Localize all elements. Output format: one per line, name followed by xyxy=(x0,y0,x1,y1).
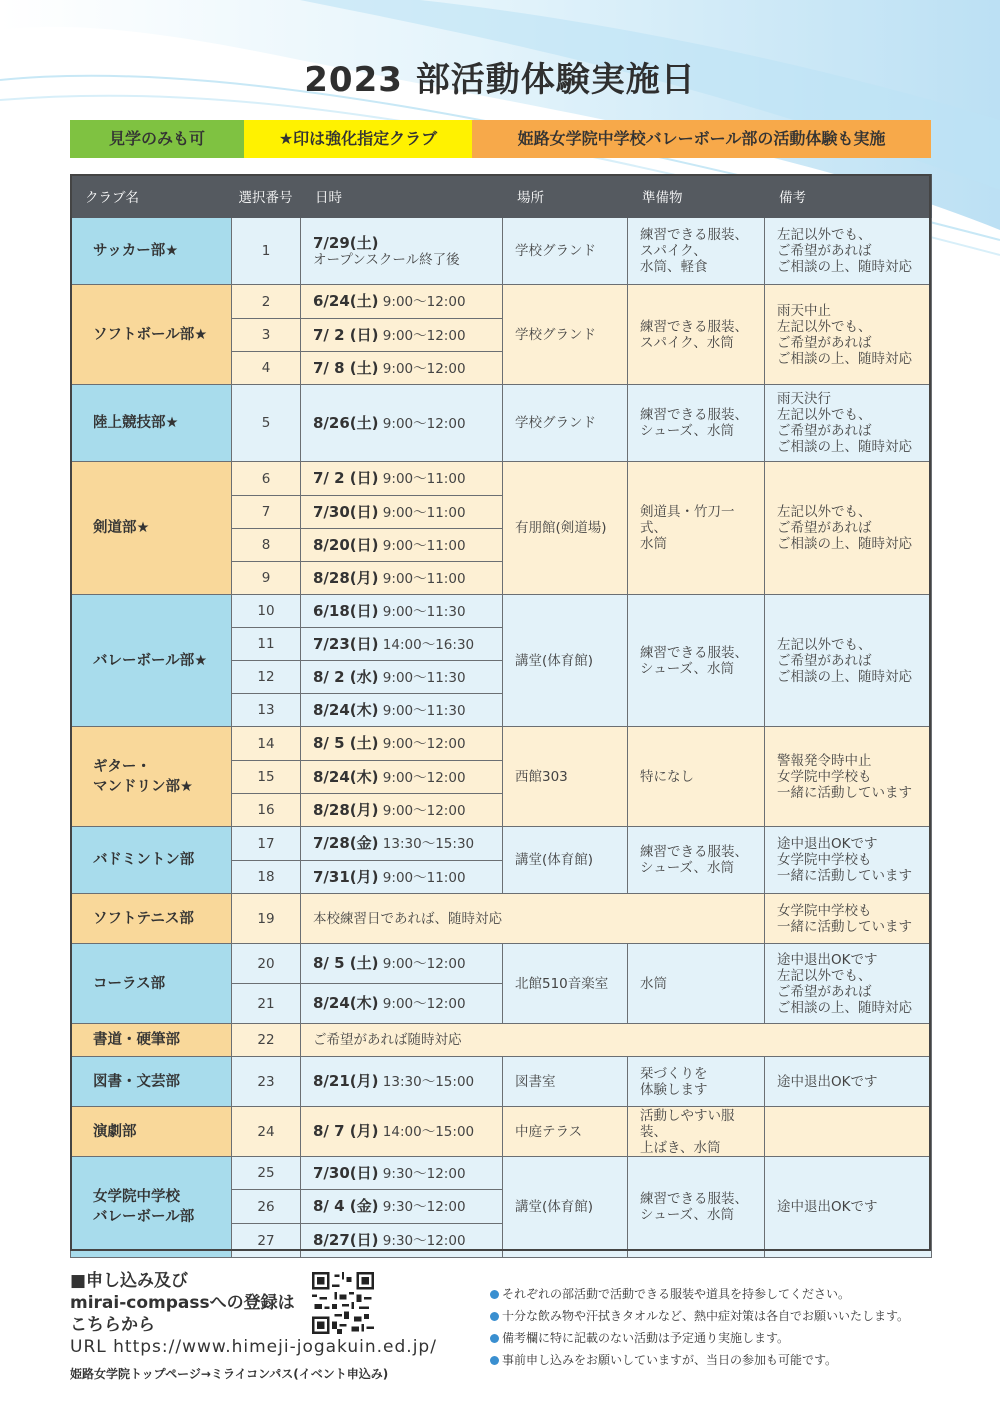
club-place: 西館303 xyxy=(503,727,628,827)
header-datetime: 日時 xyxy=(301,175,503,218)
session-date: 8/ 7 (月) xyxy=(313,1122,379,1140)
selection-number: 17 xyxy=(232,827,301,861)
club-name: 女学院中学校 バレーボール部 xyxy=(71,1157,232,1258)
schedule-table xyxy=(70,174,932,1258)
club-place: 有朋館(剣道場) xyxy=(503,462,628,595)
club-name: ギター・ マンドリン部★ xyxy=(71,727,232,827)
session-time: 9:30～12:00 xyxy=(378,1233,466,1249)
header-notes: 備考 xyxy=(765,175,932,218)
session-date: 7/29(土) xyxy=(313,233,379,252)
selection-number: 25 xyxy=(232,1157,301,1190)
session-date: 6/18(日) xyxy=(313,601,379,620)
club-notes: 途中退出OKです xyxy=(765,1157,932,1258)
qr-code-icon[interactable] xyxy=(312,1272,374,1334)
club-name: バレーボール部★ xyxy=(71,595,232,727)
session-date: 8/24(木) xyxy=(313,700,379,719)
notes-list xyxy=(490,1283,909,1371)
session-datetime xyxy=(301,1224,503,1258)
club-name: バドミントン部 xyxy=(71,827,232,894)
table-row xyxy=(71,827,932,861)
table-row xyxy=(71,218,932,285)
session-time: 13:30～15:30 xyxy=(378,836,475,852)
url-path-hint: 姫路女学院トップページ→ミライコンパス(イベント申込み) xyxy=(70,1367,389,1381)
club-name: 陸上競技部★ xyxy=(71,385,232,462)
session-datetime xyxy=(301,562,503,595)
note-item: 事前申し込みをお願いしていますが、当日の参加も可能です。 xyxy=(490,1349,909,1371)
club-place: 中庭テラス xyxy=(503,1107,628,1157)
session-date: 7/30(日) xyxy=(313,502,379,521)
session-time: 9:30～12:00 xyxy=(378,1165,466,1182)
bullet-icon xyxy=(490,1334,499,1343)
session-time: 9:00～11:00 xyxy=(378,570,466,587)
selection-number: 19 xyxy=(232,894,301,944)
session-datetime xyxy=(301,319,503,352)
selection-number: 16 xyxy=(232,794,301,827)
session-date: 8/27(日) xyxy=(313,1231,379,1249)
club-name: 剣道部★ xyxy=(71,462,232,595)
session-datetime xyxy=(301,794,503,827)
club-place: 講堂(体育館) xyxy=(503,827,628,894)
header-items: 準備物 xyxy=(628,175,765,218)
club-place: 学校グランド xyxy=(503,218,628,285)
table-row xyxy=(71,894,932,944)
club-place: 講堂(体育館) xyxy=(503,1157,628,1258)
club-items: 特になし xyxy=(628,727,765,827)
club-place: 北館510音楽室 xyxy=(503,944,628,1024)
legend-view-only: 見学のみも可 xyxy=(70,120,244,158)
session-date: 8/21(月) xyxy=(313,1072,379,1090)
session-datetime xyxy=(301,694,503,727)
table-row xyxy=(71,385,932,462)
club-place: 学校グランド xyxy=(503,285,628,385)
selection-number: 4 xyxy=(232,352,301,385)
selection-number: 22 xyxy=(232,1024,301,1057)
session-datetime xyxy=(301,218,503,285)
session-subnote: オープンスクール終了後 xyxy=(313,251,460,268)
header-club: クラブ名 xyxy=(71,175,232,218)
session-time: 9:30～12:00 xyxy=(378,1199,466,1215)
selection-number: 5 xyxy=(232,385,301,462)
session-time: 9:00～11:00 xyxy=(378,471,466,487)
page-title: 2023 部活動体験実施日 xyxy=(304,60,696,100)
session-date: 7/31(月) xyxy=(313,867,379,886)
club-notes: 雨天中止 左記以外でも、 ご希望があれば ご相談の上、随時対応 xyxy=(765,285,932,385)
session-datetime xyxy=(301,628,503,661)
session-date: 8/24(木) xyxy=(313,767,379,786)
apply-line-3: こちらから xyxy=(70,1315,155,1335)
session-date: 8/ 4 (金) xyxy=(313,1197,379,1215)
session-time: 9:00～12:00 xyxy=(378,736,466,752)
club-place: 講堂(体育館) xyxy=(503,595,628,727)
session-time: 9:00～12:00 xyxy=(378,996,466,1012)
session-time: 13:30～15:00 xyxy=(378,1074,475,1090)
session-time: 9:00～12:00 xyxy=(378,327,466,344)
club-notes: 左記以外でも、 ご希望があれば ご相談の上、随時対応 xyxy=(765,218,932,285)
club-notes: 左記以外でも、 ご希望があれば ご相談の上、随時対応 xyxy=(765,462,932,595)
session-datetime xyxy=(301,661,503,694)
club-remark: 本校練習日であれば、随時対応 xyxy=(301,894,765,944)
club-items: 練習できる服装、 スパイク、 水筒、軽食 xyxy=(628,218,765,285)
session-date: 8/28(月) xyxy=(313,568,379,587)
session-time: 9:00～11:00 xyxy=(378,504,466,521)
session-time: 9:00～12:00 xyxy=(378,415,466,432)
table-row xyxy=(71,727,932,761)
bullet-icon xyxy=(490,1312,499,1321)
session-datetime xyxy=(301,1107,503,1157)
table-row xyxy=(71,1024,932,1057)
club-items: 練習できる服装、 シューズ、水筒 xyxy=(628,827,765,894)
session-datetime xyxy=(301,529,503,562)
session-datetime xyxy=(301,462,503,496)
club-notes: 女学院中学校も 一緒に活動しています xyxy=(765,894,932,944)
session-datetime xyxy=(301,595,503,628)
table-header-row xyxy=(71,175,932,218)
selection-number: 20 xyxy=(232,944,301,984)
selection-number: 6 xyxy=(232,462,301,496)
selection-number: 21 xyxy=(232,984,301,1024)
club-notes xyxy=(765,1107,932,1157)
legend-designated-club: ★印は強化指定クラブ xyxy=(244,120,472,158)
note-item: 十分な飲み物や汗拭きタオルなど、熱中症対策は各自でお願いいたします。 xyxy=(490,1305,909,1327)
session-date: 7/ 2 (日) xyxy=(313,469,379,487)
selection-number: 1 xyxy=(232,218,301,285)
session-time: 9:00～12:00 xyxy=(378,802,466,819)
session-datetime xyxy=(301,761,503,794)
club-place: 学校グランド xyxy=(503,385,628,462)
selection-number: 14 xyxy=(232,727,301,761)
selection-number: 27 xyxy=(232,1224,301,1258)
session-time: 9:00～12:00 xyxy=(378,360,466,377)
session-datetime xyxy=(301,352,503,385)
session-time: 9:00～11:00 xyxy=(378,869,466,886)
club-name: 書道・硬筆部 xyxy=(71,1024,232,1057)
selection-number: 18 xyxy=(232,861,301,894)
table-row xyxy=(71,462,932,496)
bullet-icon xyxy=(490,1290,499,1299)
club-name: ソフトボール部★ xyxy=(71,285,232,385)
selection-number: 15 xyxy=(232,761,301,794)
session-date: 7/23(日) xyxy=(313,634,379,653)
club-items: 活動しやすい服装、 上ばき、水筒 xyxy=(628,1107,765,1157)
session-time: 9:00～12:00 xyxy=(378,294,466,310)
club-notes: 雨天決行 左記以外でも、 ご希望があれば ご相談の上、随時対応 xyxy=(765,385,932,462)
school-url[interactable]: URL https://www.himeji-jogakuin.ed.jp/ xyxy=(70,1337,437,1357)
club-items: 練習できる服装、 スパイク、水筒 xyxy=(628,285,765,385)
selection-number: 13 xyxy=(232,694,301,727)
header-place: 場所 xyxy=(503,175,628,218)
session-time: 9:00～11:30 xyxy=(378,669,466,686)
session-date: 8/20(日) xyxy=(313,535,379,554)
session-date: 7/28(金) xyxy=(313,834,379,852)
apply-line-2: mirai-compassへの登録は xyxy=(70,1293,295,1313)
table-row xyxy=(71,595,932,628)
session-datetime xyxy=(301,1190,503,1224)
session-date: 6/24(土) xyxy=(313,292,379,310)
club-notes: 警報発令時中止 女学院中学校も 一緒に活動しています xyxy=(765,727,932,827)
selection-number: 24 xyxy=(232,1107,301,1157)
note-item: それぞれの部活動で活動できる服装や道具を持参してください。 xyxy=(490,1283,909,1305)
session-time: 9:00～11:30 xyxy=(378,702,466,719)
club-remark: ご希望があれば随時対応 xyxy=(301,1024,932,1057)
club-name: ソフトテニス部 xyxy=(71,894,232,944)
club-items: 練習できる服装、 シューズ、水筒 xyxy=(628,385,765,462)
selection-number: 7 xyxy=(232,496,301,529)
club-name: 演劇部 xyxy=(71,1107,232,1157)
session-datetime xyxy=(301,984,503,1024)
club-notes: 途中退出OKです 左記以外でも、 ご希望があれば ご相談の上、随時対応 xyxy=(765,944,932,1024)
apply-line-1: ■申し込み及び xyxy=(70,1271,189,1291)
session-date: 7/30(日) xyxy=(313,1163,379,1182)
session-date: 8/28(月) xyxy=(313,800,379,819)
club-name: 図書・文芸部 xyxy=(71,1057,232,1107)
bullet-icon xyxy=(490,1356,499,1365)
club-items: 剣道具・竹刀一式、 水筒 xyxy=(628,462,765,595)
session-date: 8/24(木) xyxy=(313,994,379,1012)
session-time: 9:00～11:30 xyxy=(378,603,466,620)
apply-instructions xyxy=(70,1270,295,1336)
club-items: 栞づくりを 体験します xyxy=(628,1057,765,1107)
session-date: 7/ 8 (土) xyxy=(313,358,379,377)
session-date: 8/ 5 (土) xyxy=(313,954,379,972)
club-items: 練習できる服装、 シューズ、水筒 xyxy=(628,1157,765,1258)
session-time: 9:00～12:00 xyxy=(378,769,466,786)
club-items: 練習できる服装、 シューズ、水筒 xyxy=(628,595,765,727)
selection-number: 9 xyxy=(232,562,301,595)
selection-number: 10 xyxy=(232,595,301,628)
club-items: 水筒 xyxy=(628,944,765,1024)
selection-number: 12 xyxy=(232,661,301,694)
club-name: サッカー部★ xyxy=(71,218,232,285)
table-row xyxy=(71,285,932,319)
legend-jh-volleyball: 姫路女学院中学校バレーボール部の活動体験も実施 xyxy=(472,120,931,158)
table-row xyxy=(71,1157,932,1190)
club-notes: 途中退出OKです 女学院中学校も 一緒に活動しています xyxy=(765,827,932,894)
table-row xyxy=(71,944,932,984)
table-row xyxy=(71,1057,932,1107)
selection-number: 26 xyxy=(232,1190,301,1224)
selection-number: 2 xyxy=(232,285,301,319)
session-time: 9:00～11:00 xyxy=(378,537,466,554)
session-datetime xyxy=(301,285,503,319)
club-notes: 途中退出OKです xyxy=(765,1057,932,1107)
session-datetime xyxy=(301,1057,503,1107)
session-date: 7/ 2 (日) xyxy=(313,325,379,344)
session-date: 8/ 5 (土) xyxy=(313,734,379,752)
note-item: 備考欄に特に記載のない活動は予定通り実施します。 xyxy=(490,1327,909,1349)
session-datetime xyxy=(301,827,503,861)
session-datetime xyxy=(301,1157,503,1190)
session-datetime xyxy=(301,385,503,462)
selection-number: 8 xyxy=(232,529,301,562)
selection-number: 23 xyxy=(232,1057,301,1107)
selection-number: 11 xyxy=(232,628,301,661)
session-time: 9:00～12:00 xyxy=(378,956,466,972)
session-date: 8/26(土) xyxy=(313,413,379,432)
club-notes: 左記以外でも、 ご希望があれば ご相談の上、随時対応 xyxy=(765,595,932,727)
selection-number: 3 xyxy=(232,319,301,352)
session-datetime xyxy=(301,496,503,529)
club-name: コーラス部 xyxy=(71,944,232,1024)
header-number: 選択番号 xyxy=(232,175,301,218)
session-time: 14:00～16:30 xyxy=(378,636,475,653)
club-place: 図書室 xyxy=(503,1057,628,1107)
session-datetime xyxy=(301,944,503,984)
session-datetime xyxy=(301,861,503,894)
session-time: 14:00～15:00 xyxy=(378,1124,475,1140)
session-datetime xyxy=(301,727,503,761)
table-row xyxy=(71,1107,932,1157)
session-date: 8/ 2 (水) xyxy=(313,667,379,686)
